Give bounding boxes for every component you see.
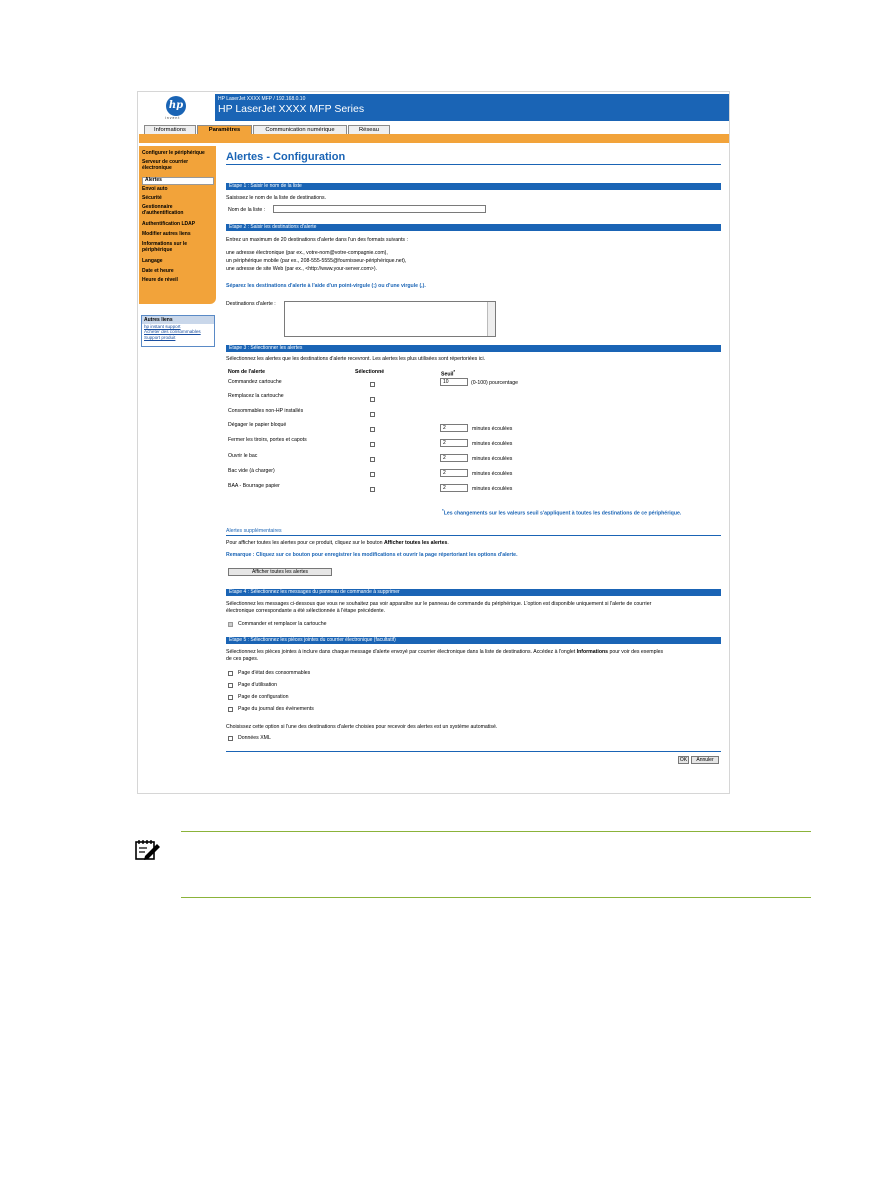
step1-header: Étape 1 : Saisir le nom de la liste bbox=[226, 183, 721, 190]
col-selected: Sélectionné bbox=[355, 369, 385, 375]
step4-line2: électronique correspondante a été sélectionnée à l'étape précédente. bbox=[226, 608, 386, 614]
attach-eventlog-checkbox[interactable] bbox=[228, 707, 233, 712]
step4-header: Étape 4 : Sélectionnez les messages du panneau de commande à supprimer bbox=[226, 589, 721, 596]
sidebar-item-heure-reveil[interactable]: Heure de réveil bbox=[142, 277, 178, 283]
title-divider bbox=[226, 164, 721, 165]
threshold-input[interactable]: 2 bbox=[440, 469, 468, 477]
note-pencil-icon bbox=[135, 839, 161, 861]
alert-name: Dégager le papier bloqué bbox=[228, 422, 287, 428]
alert-name: Ouvrir le bac bbox=[228, 453, 258, 459]
device-address: HP LaserJet XXXX MFP / 192.168.0.10 bbox=[218, 96, 306, 102]
xml-data-label: Données XML bbox=[238, 735, 271, 741]
alert-name: Consommables non-HP installés bbox=[228, 408, 304, 414]
tab-informations[interactable]: Informations bbox=[144, 125, 196, 134]
format-mobile: un périphérique mobile (par ex., 208-555-5555@fournisseur-périphérique.net), bbox=[226, 258, 407, 264]
threshold-unit: (0-100) pourcentage bbox=[471, 380, 519, 386]
alert-name: Fermer les tiroirs, portes et capots bbox=[228, 437, 307, 443]
page-title: Alertes - Configuration bbox=[226, 151, 346, 163]
tab-reseau[interactable]: Réseau bbox=[348, 125, 390, 134]
tab-parametres[interactable]: Paramètres bbox=[197, 125, 252, 135]
threshold-input[interactable]: 10 bbox=[440, 378, 468, 386]
list-name-input[interactable] bbox=[273, 205, 486, 213]
link-support-produit[interactable]: Support produit bbox=[144, 334, 176, 340]
alert-name: Bac vide (à charger) bbox=[228, 468, 275, 474]
sidebar-item-envoi-auto[interactable]: Envoi auto bbox=[142, 186, 168, 192]
step5-line1-prefix: Sélectionnez les pièces jointes à inclure dans chaque message d'alerte envoyé par courrier électronique dans la liste de destinations. Accédez à l'onglet bbox=[226, 649, 577, 655]
note-bottom-rule bbox=[181, 897, 811, 898]
step3-intro: Sélectionnez les alertes que les destinations d'alerte recevront. Les alertes les plus utilisées sont répertoriées ici. bbox=[226, 356, 486, 362]
footnote-text: Les changements sur les valeurs seuil s'appliquent à toutes les destinations de ce périphérique. bbox=[443, 510, 682, 517]
attach-usage-label: Page d'utilisation bbox=[238, 682, 278, 688]
threshold-input[interactable]: 2 bbox=[440, 424, 468, 432]
sidebar-item-gestionnaire-auth[interactable]: Gestionnaire d'authentification bbox=[142, 204, 184, 216]
sidebar-item-informations-peripherique[interactable]: Informations sur le périphérique bbox=[142, 241, 188, 253]
hp-logo-mark: hp bbox=[166, 96, 186, 116]
tab-communication-numerique[interactable]: Communication numérique bbox=[253, 125, 347, 134]
device-title: HP LaserJet XXXX MFP Series bbox=[218, 103, 365, 115]
alert-checkbox[interactable] bbox=[370, 427, 375, 432]
sidebar-item-modifier-liens[interactable]: Modifier autres liens bbox=[142, 231, 191, 237]
additional-alerts-divider bbox=[226, 535, 721, 536]
attach-supplies-checkbox[interactable] bbox=[228, 671, 233, 676]
alert-name: Commandez cartouche bbox=[228, 379, 282, 385]
cancel-button[interactable]: Annuler bbox=[691, 756, 719, 764]
attach-eventlog-label: Page du journal des événements bbox=[238, 706, 314, 712]
list-name-label: Nom de la liste : bbox=[228, 207, 266, 213]
alert-checkbox[interactable] bbox=[370, 442, 375, 447]
additional-text-suffix: . bbox=[447, 540, 449, 546]
additional-alerts-text bbox=[226, 540, 449, 546]
threshold-footnote bbox=[442, 508, 681, 517]
sidebar-item-securite[interactable]: Sécurité bbox=[142, 195, 162, 201]
threshold-asterisk: * bbox=[453, 369, 456, 374]
col-alert-name: Nom de l'alerte bbox=[228, 369, 265, 375]
step5-line1 bbox=[226, 649, 663, 655]
ok-button[interactable]: OK bbox=[679, 757, 688, 763]
browser-page bbox=[137, 91, 730, 794]
attach-config-checkbox[interactable] bbox=[228, 695, 233, 700]
step1-instruction: Saisissez le nom de la liste de destinations. bbox=[226, 195, 327, 201]
sidebar-item-date-heure[interactable]: Date et heure bbox=[142, 268, 174, 274]
attach-supplies-label: Page d'état des consommables bbox=[238, 670, 311, 676]
step5-header: Étape 5 : Sélectionnez les pièces jointes du courrier électronique (facultatif) bbox=[226, 637, 721, 644]
tab-underline bbox=[139, 134, 729, 143]
destinations-label: Destinations d'alerte : bbox=[226, 301, 276, 307]
destinations-textarea[interactable] bbox=[284, 301, 496, 337]
threshold-input[interactable]: 2 bbox=[440, 439, 468, 447]
additional-alerts-title: Alertes supplémentaires bbox=[226, 528, 282, 534]
alert-checkbox[interactable] bbox=[370, 472, 375, 477]
alert-checkbox[interactable] bbox=[370, 382, 375, 387]
suppress-cartridge-label: Commander et remplacer la cartouche bbox=[238, 621, 327, 627]
attach-config-label: Page de configuration bbox=[238, 694, 289, 700]
additional-text-bold: Afficher toutes les alertes bbox=[383, 540, 448, 546]
col-threshold bbox=[441, 369, 455, 378]
suppress-cartridge-checkbox[interactable] bbox=[228, 622, 233, 627]
step5-line1-suffix: pour voir des exemples bbox=[608, 649, 664, 655]
format-website: une adresse de site Web (par ex., <http://www.your-server.com>). bbox=[226, 266, 377, 272]
hp-logo-tagline: invent bbox=[165, 116, 181, 120]
other-links-title: Autres liens bbox=[142, 316, 214, 324]
tab-bar bbox=[139, 125, 729, 134]
sidebar-item-ldap[interactable]: Authentification LDAP bbox=[142, 221, 196, 227]
step5-line1-bold: Informations bbox=[576, 649, 609, 655]
alert-name: BAA - Bourrage papier bbox=[228, 483, 280, 489]
sidebar bbox=[139, 146, 216, 304]
link-hp-instant-support[interactable]: hp instant support bbox=[144, 324, 181, 329]
sidebar-item-langage[interactable]: Langage bbox=[142, 258, 163, 264]
col-threshold-label: Seuil bbox=[441, 371, 454, 378]
threshold-unit: minutes écoulées bbox=[472, 486, 513, 492]
attach-usage-checkbox[interactable] bbox=[228, 683, 233, 688]
step2-intro: Entrez un maximum de 20 destinations d'alerte dans l'un des formats suivants : bbox=[226, 237, 408, 243]
hp-logo bbox=[139, 93, 215, 122]
xml-data-checkbox[interactable] bbox=[228, 736, 233, 741]
threshold-unit: minutes écoulées bbox=[472, 426, 513, 432]
alert-checkbox[interactable] bbox=[370, 457, 375, 462]
additional-text-prefix: Pour afficher toutes les alertes pour ce produit, cliquez sur le bouton bbox=[226, 540, 384, 546]
threshold-unit: minutes écoulées bbox=[472, 441, 513, 447]
footnote-asterisk: * bbox=[442, 508, 444, 513]
sidebar-item-alertes[interactable]: Alertes bbox=[142, 177, 214, 185]
other-links-box bbox=[141, 315, 215, 347]
note-top-rule bbox=[181, 831, 811, 832]
sidebar-item-configurer[interactable]: Configurer le périphérique bbox=[142, 150, 205, 156]
separator-note: Séparez les destinations d'alerte à l'aide d'un point-virgule (;) ou d'une virgule (,). bbox=[226, 283, 426, 289]
link-acheter-consommables[interactable]: Acheter des consommables bbox=[144, 329, 201, 335]
step2-header: Étape 2 : Saisir les destinations d'alerte bbox=[226, 224, 721, 231]
step3-header: Étape 3 : Sélectionner les alertes bbox=[226, 345, 721, 352]
textarea-scrollbar[interactable] bbox=[487, 302, 495, 336]
alert-name: Remplacez la cartouche bbox=[228, 393, 284, 399]
alert-checkbox[interactable] bbox=[370, 487, 375, 492]
alert-checkbox[interactable] bbox=[370, 397, 375, 402]
step5-line2: de ces pages. bbox=[226, 656, 259, 662]
threshold-input[interactable]: 2 bbox=[440, 454, 468, 462]
threshold-input[interactable]: 2 bbox=[440, 484, 468, 492]
step4-line1: Sélectionnez les messages ci-dessous que vous ne souhaitez pas voir apparaître sur le panneau de commande du périphérique. L'option est disponible uniquement si l'alerte de courrier bbox=[226, 601, 652, 607]
alert-checkbox[interactable] bbox=[370, 412, 375, 417]
sidebar-item-serveur-courrier[interactable]: Serveur de courrier électronique bbox=[142, 159, 189, 171]
xml-note: Choisissez cette option si l'une des destinations d'alerte choisies pour recevoir des alertes est un système automatisé. bbox=[226, 724, 498, 730]
additional-remark: Remarque : Cliquez sur ce bouton pour enregistrer les modifications et ouvrir la page répertoriant les options d'alerte. bbox=[226, 552, 518, 558]
threshold-unit: minutes écoulées bbox=[472, 456, 513, 462]
format-email: une adresse électronique (par ex., votre-nom@votre-compagnie.com), bbox=[226, 250, 388, 256]
threshold-unit: minutes écoulées bbox=[472, 471, 513, 477]
bottom-divider bbox=[226, 751, 721, 752]
header-band bbox=[215, 94, 729, 121]
show-all-alerts-button[interactable]: Afficher toutes les alertes bbox=[228, 568, 332, 576]
